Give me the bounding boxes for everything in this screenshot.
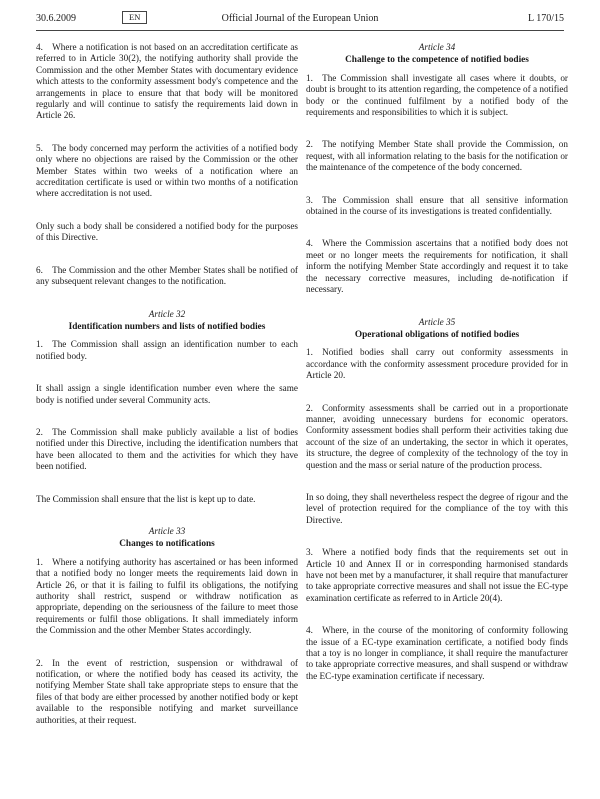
article-title: Operational obligations of notified bodies bbox=[354, 329, 520, 340]
paragraph: 4. Where the Commission ascertains that a notified body does not meet or no longer meets the requirements for notification, it shall inform the notifying Member State accordingly and request it to take the necessary corrective measures, including de-notification if necessary. bbox=[306, 238, 568, 295]
article-number: Article 35 bbox=[418, 316, 456, 327]
paragraph: Only such a body shall be considered a notified body for the purposes of this Directive. bbox=[36, 220, 298, 243]
paragraph: 2. The notifying Member State shall provide the Commission, on request, with all information relating to the basis for the notification or the maintenance of the competence of the body concerned. bbox=[306, 139, 568, 173]
journal-title: Official Journal of the European Union bbox=[221, 13, 379, 24]
article-number: Article 33 bbox=[148, 525, 186, 536]
page-header bbox=[36, 10, 564, 31]
paragraph: 5. The body concerned may perform the activities of a notified body only where no objections are raised by the Commission or the other Member States within two weeks of a notification where an accreditation certificate is used or within two months of a notification where accreditation is not used. bbox=[36, 142, 298, 199]
paragraph: The Commission shall ensure that the list is kept up to date. bbox=[36, 493, 256, 504]
paragraph: 2. The Commission shall make publicly available a list of bodies notified under this Directive, including the identification numbers that have been allocated to them and the activities for which they have been notified. bbox=[36, 426, 298, 472]
language-badge: EN bbox=[122, 11, 147, 24]
page-reference: L 170/15 bbox=[527, 13, 564, 24]
paragraph: In so doing, they shall nevertheless respect the degree of rigour and the level of protection required for the compliance of the toy with this Directive. bbox=[306, 491, 568, 525]
article-title: Changes to notifications bbox=[119, 539, 215, 550]
paragraph: 1. The Commission shall assign an identification number to each notified body. bbox=[36, 339, 298, 361]
article-title: Identification numbers and lists of notified bodies bbox=[68, 321, 266, 332]
paragraph: 3. Where a notified body finds that the requirements set out in Article 10 and Annex II or in corresponding harmonised standards have not been met by a manufacturer, it shall require that manufacturer to take appropriate corrective measures and shall not issue the EC-type examination certificate as referred to in Article 20(4). bbox=[306, 547, 568, 603]
article-title: Challenge to the competence of notified bodies bbox=[345, 55, 529, 66]
paragraph: 2. Conformity assessments shall be carried out in a proportionate manner, avoiding unnecessary burdens for economic operators. Conformity assessment bodies shall perform their activities taking due account of the size of an undertaking, the sector in which it operates, its structure, the degree of complexity of the technology of the toy in question and the mass or serial nature of the production process. bbox=[306, 402, 568, 470]
paragraph: It shall assign a single identification number even where the same body is notified under several Community acts. bbox=[36, 383, 298, 405]
paragraph: 4. Where, in the course of the monitoring of conformity following the issue of a EC-type examination certificate, a notified body finds that a toy is no longer in compliance, it shall require the manufacturer to take appropriate corrective measures, and shall suspend or withdraw the EC-type examination certificate if necessary. bbox=[306, 625, 568, 681]
paragraph: 1. Where a notifying authority has ascertained or has been informed that a notified body no longer meets the requirements laid down in Article 26, or that it is failing to fulfil its obligations, the notifying authority shall restrict, suspend or withdraw notification as appropriate, depending on the seriousness of the failure to meet those requirements or fulfil those obligations. It shall immediately inform the Commission and the other Member States accordingly. bbox=[36, 556, 298, 636]
right-column bbox=[306, 42, 568, 682]
header-date: 30.6.2009 bbox=[36, 13, 76, 24]
paragraph: 1. Notified bodies shall carry out conformity assessments in accordance with the conformity assessment procedure provided for in Article 20. bbox=[306, 347, 568, 381]
paragraph: 6. The Commission and the other Member States shall be notified of any subsequent relevant changes to the notification. bbox=[36, 264, 298, 287]
paragraph: 4. Where a notification is not based on an accreditation certificate as referred to in Article 30(2), the notifying authority shall provide the Commission and the other Member States with documentary evidence which attests to the conformity assessment body's competence and the arrangements in place to ensure that that body will be monitored regularly and will continue to satisfy the requirements laid down in Article 26. bbox=[36, 42, 298, 121]
left-column bbox=[36, 42, 298, 726]
paragraph: 1. The Commission shall investigate all cases where it doubts, or doubt is brought to its attention regarding, the competence of a notified body or the continued fulfilment by a notified body of the requirements and responsibilities to which it is subject. bbox=[306, 72, 568, 118]
paragraph: 3. The Commission shall ensure that all sensitive information obtained in the course of its investigations is treated confidentially. bbox=[306, 194, 568, 217]
article-number: Article 32 bbox=[148, 308, 186, 319]
paragraph: 2. In the event of restriction, suspension or withdrawal of notification, or where the notified body has ceased its activity, the notifying Member State shall take appropriate steps to ensure that the files of that body are either processed by another notified body or kept available to the responsible notifying and market surveillance authorities, at their request. bbox=[36, 657, 298, 725]
article-number: Article 34 bbox=[418, 42, 456, 52]
